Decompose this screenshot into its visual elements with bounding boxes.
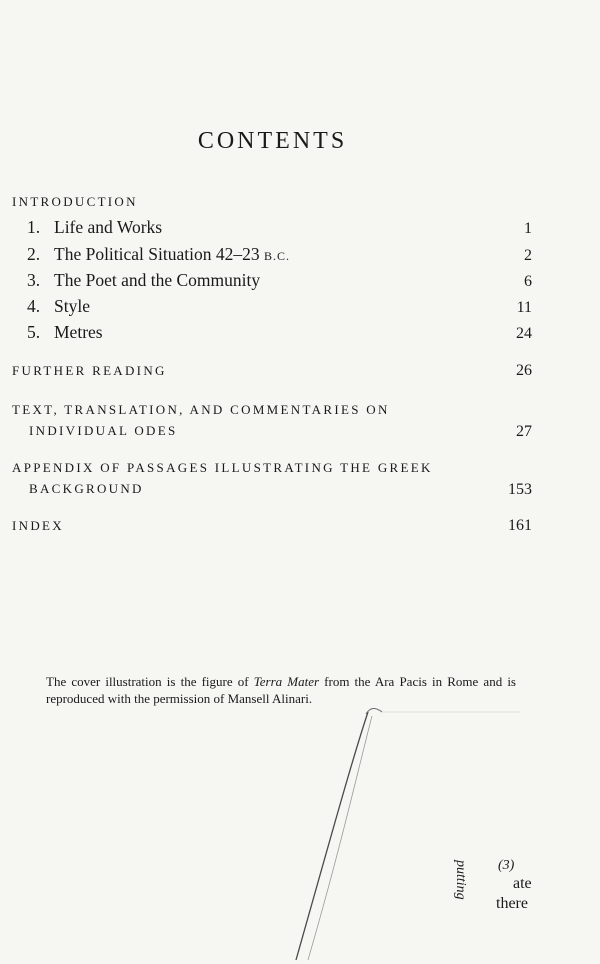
- further-reading-heading: FURTHER READING: [12, 363, 167, 378]
- appendix-heading-line1: APPENDIX OF PASSAGES ILLUSTRATING THE GREEK: [12, 460, 433, 475]
- toc-entry-number: 5.: [27, 322, 41, 342]
- toc-entry-label: Style: [54, 296, 90, 316]
- toc-entry-era: B.C.: [263, 249, 290, 263]
- introduction-heading: INTRODUCTION: [12, 194, 138, 209]
- bleed-through-paren: (3): [498, 858, 515, 873]
- appendix-heading-line2: BACKGROUND: [29, 481, 144, 496]
- toc-entry-label: The Political Situation 42–23: [54, 244, 260, 264]
- toc-entry-number: 3.: [27, 270, 41, 290]
- toc-entry-number: 4.: [27, 296, 41, 316]
- toc-entry-label: Metres: [54, 322, 103, 342]
- toc-page-number: 24: [516, 325, 532, 342]
- cover-note-italic-title: Terra Mater: [253, 674, 320, 689]
- text-translation-heading-line2: INDIVIDUAL ODES: [29, 423, 178, 438]
- toc-page-number: 26: [516, 362, 532, 379]
- cover-note-text: from the Ara Pacis in Rome and is reproduced with the permission of Mansell Alinari.: [46, 674, 516, 706]
- toc-entry-number: 1.: [27, 217, 41, 237]
- toc-page-number: 2: [524, 247, 532, 264]
- toc-entry-label: Life and Works: [54, 217, 163, 237]
- page-title: CONTENTS: [197, 128, 348, 154]
- bleed-through-rotated: putting: [453, 860, 468, 900]
- index-heading: INDEX: [12, 518, 64, 533]
- toc-page-number: 11: [516, 299, 532, 316]
- toc-page-number: 1: [524, 220, 532, 237]
- toc-page-number: 6: [524, 273, 532, 290]
- text-translation-heading-line1: TEXT, TRANSLATION, AND COMMENTARIES ON: [12, 402, 390, 417]
- toc-page-number: 161: [508, 517, 532, 534]
- toc-entry-label: The Poet and the Community: [54, 270, 261, 290]
- cover-note-text: The cover illustration is the figure of: [46, 674, 249, 689]
- toc-page-number: 27: [516, 423, 532, 440]
- bleed-through-line2: there: [496, 895, 528, 912]
- bleed-through-line1: ate: [513, 875, 532, 892]
- toc-page-number: 153: [508, 481, 532, 498]
- toc-entry-number: 2.: [27, 244, 41, 264]
